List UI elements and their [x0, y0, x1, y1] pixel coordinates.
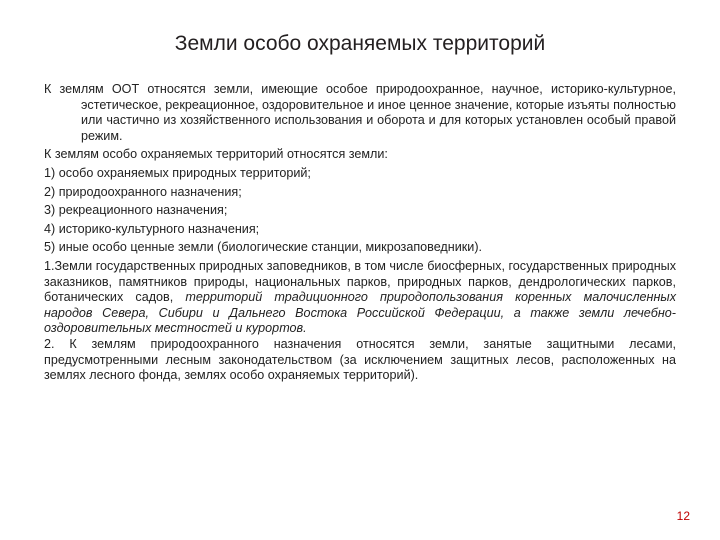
- definition-paragraph: К землям ООТ относятся земли, имеющие особое природоохранное, научное, историко-культурное, эстетическое, рекреационное, оздоровительное и иное ценное значение, которые изъяты полностью или частично из хозяйственного использования и оборота и для которых установлен особый правой режим.: [44, 82, 676, 143]
- list-item-2: 2) природоохранного назначения;: [44, 184, 242, 199]
- list-item-5: 5) иные особо ценные земли (биологические станции, микрозаповедники).: [44, 240, 483, 255]
- point-1-italic-text: территорий традиционного природопользования коренных малочисленных народов Севера, Сибири и Дальнего Востока Российской Федерации, а также земли лечебно-оздоровительных местностей и курортов.: [44, 290, 676, 336]
- list-item-4: 4) историко-культурного назначения;: [44, 221, 260, 236]
- point-2-paragraph: 2. К землям природоохранного назначения относятся земли, занятые защитными лесами, предусмотренными лесным законодательством (за исключением защитных лесов, расположенных на землях лесного фонда, землях особо охраняемых территорий).: [44, 336, 676, 383]
- slide-body: [44, 82, 676, 384]
- list-intro: К землям особо охраняемых территорий относятся земли:: [44, 147, 388, 162]
- page-number: 12: [676, 509, 690, 523]
- list-item-1: 1) особо охраняемых природных территорий;: [44, 165, 311, 180]
- point-1-regular-text: 1.Земли государственных природных заповедников, в том числе биосферных, государственных природных заказников, памятников природы, национальных парков, природных парков, дендрологических парков, ботанических садов,: [44, 258, 676, 305]
- list-item-3: 3) рекреационного назначения;: [44, 203, 228, 218]
- slide-title: Земли особо охраняемых территорий: [174, 32, 546, 55]
- point-1-paragraph: [44, 259, 676, 337]
